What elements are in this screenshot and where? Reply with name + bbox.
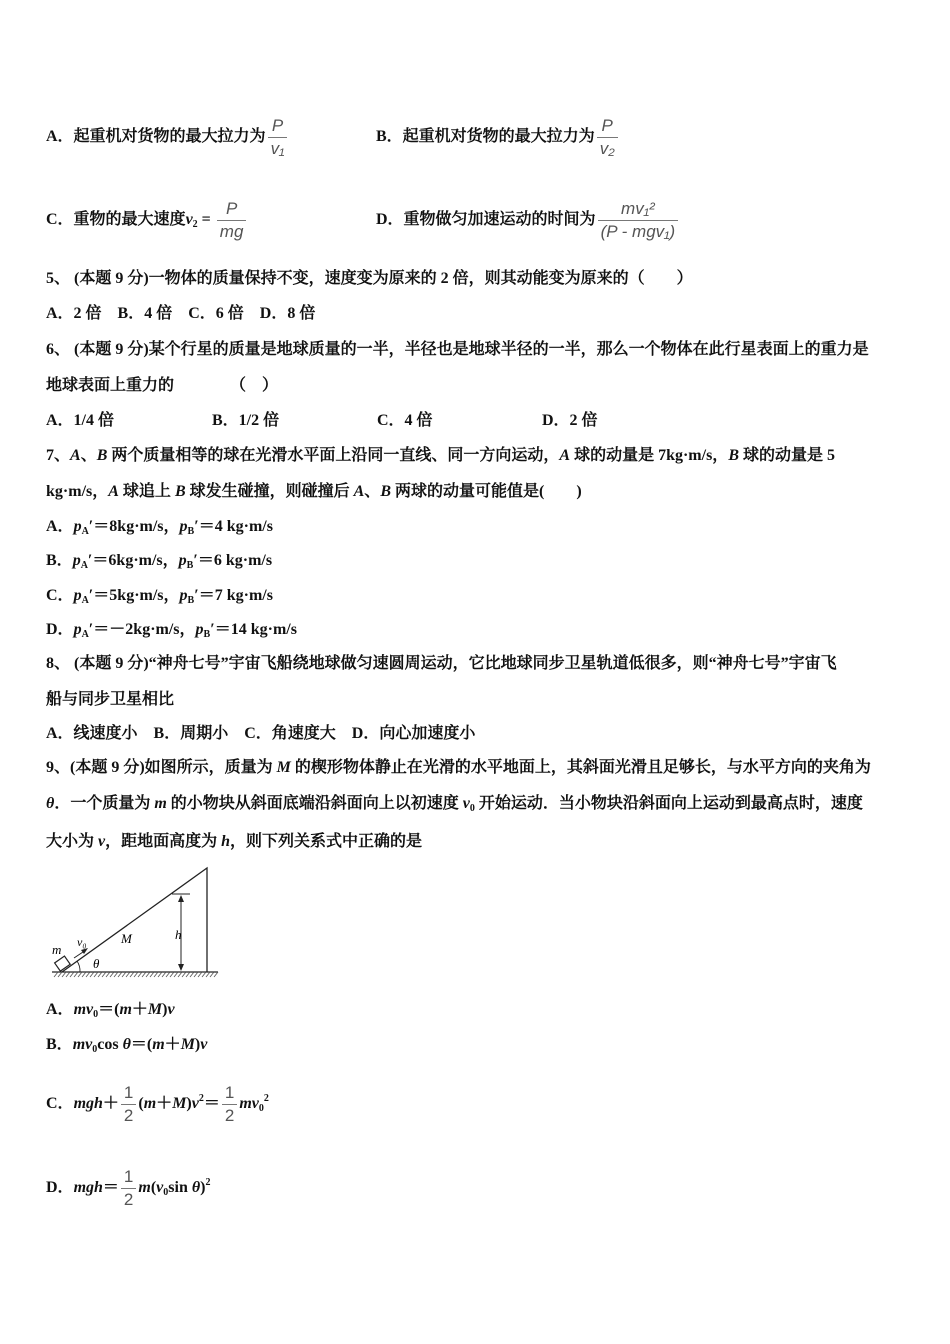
hatch-mark [90, 972, 94, 977]
text: ＝( [130, 1036, 153, 1053]
option-text [377, 411, 433, 431]
math-variable: v [185, 211, 193, 229]
math-variable: p [179, 587, 188, 604]
text: 地球表面上重力的 （ ） [46, 377, 279, 394]
math-variable: p [73, 518, 82, 535]
text: ′＝－2kg·m/s， [88, 621, 196, 638]
text: 球发生碰撞，则碰撞后 [185, 483, 354, 500]
text: ′＝4 kg·m/s [194, 518, 273, 535]
hatch-mark [186, 972, 190, 977]
math-variable: B [96, 447, 108, 464]
text: 的楔形物体静止在光滑的水平地面上，其斜面光滑且足够长，与水平方向的夹角为 [290, 759, 871, 776]
hatch-mark [182, 972, 186, 977]
text: ′＝6kg·m/s， [87, 552, 179, 569]
math-variable: M [276, 759, 291, 776]
math-variable: M [172, 1095, 187, 1113]
text: 开始运动．当小物块沿斜面向上运动到最高点时，速度 [474, 795, 863, 812]
text-line [46, 551, 272, 576]
hatch-mark [142, 972, 146, 977]
text: 5、 (本题 9 分)一物体的质量保持不变，速度变为原来的 2 倍，则其动能变为原来的（ ） [46, 270, 693, 287]
subscript: A [81, 629, 89, 640]
text: C．重物的最大速度 [46, 211, 186, 229]
numerator: 1 [224, 1083, 235, 1102]
hatch-mark [210, 972, 214, 977]
text: 大小为 [46, 833, 99, 850]
text: B． [46, 1036, 73, 1053]
hatch-mark [54, 972, 58, 977]
subscript: A [80, 560, 88, 571]
hatch-mark [174, 972, 178, 977]
text: sin [168, 1179, 192, 1197]
hatch-mark [154, 972, 158, 977]
text: 8、 (本题 9 分)“神舟七号”宇宙飞船绕地球做匀速圆周运动，它比地球同步卫星轨道低很多，则“神舟七号”宇宙飞 [46, 655, 837, 672]
text: 球的动量是 7kg·m/s， [570, 447, 729, 464]
hatch-mark [190, 972, 194, 977]
math-variable: θ [122, 1036, 131, 1053]
math-variable: m [119, 1001, 132, 1018]
denominator: mg [217, 220, 247, 243]
math-variable: p [72, 552, 81, 569]
hatch-mark [94, 972, 98, 977]
text: D．重物做匀加速运动的时间为 [376, 211, 596, 229]
subscript: A [81, 595, 89, 606]
text: = [197, 211, 215, 229]
angle-label: θ [93, 956, 100, 971]
text: cos [97, 1036, 123, 1053]
text: ) [162, 1001, 168, 1018]
text: ＝ [203, 1095, 220, 1113]
text: ．一个质量为 [54, 795, 155, 812]
math-variable: B [174, 483, 186, 500]
text: ，距地面高度为 [105, 833, 222, 850]
hatch-mark [118, 972, 122, 977]
hatch-mark [170, 972, 174, 977]
math-variable: θ [191, 1179, 201, 1197]
hatch-mark [162, 972, 166, 977]
text-line [46, 724, 475, 744]
text: ′＝7 kg·m/s [194, 587, 273, 604]
ground-hatch [54, 972, 218, 977]
text-line [46, 1035, 207, 1060]
hatch-mark [110, 972, 114, 977]
subscript: 0 [92, 1044, 98, 1055]
subscript: B [187, 595, 195, 606]
mass-label: m [52, 942, 62, 957]
hatch-mark [66, 972, 70, 977]
text: 的小物块从斜面底端沿斜面向上以初速度 [166, 795, 463, 812]
hatch-mark [198, 972, 202, 977]
hatch-mark [130, 972, 134, 977]
text: D． [46, 1179, 74, 1197]
superscript: 2 [198, 1093, 204, 1105]
hatch-mark [74, 972, 78, 977]
hatch-mark [138, 972, 142, 977]
text: 6、 (本题 9 分)某个行星的质量是地球质量的一半，半径也是地球半径的一半，那么一个物体在此行星表面上的重力是 [46, 341, 869, 358]
math-variable: A [353, 483, 365, 500]
text: ( [138, 1095, 144, 1113]
math-variable: p [73, 587, 82, 604]
text: ＋ [164, 1036, 181, 1053]
denominator: 2 [222, 1104, 237, 1127]
wedge-diagram [50, 864, 220, 982]
numerator: P [271, 116, 284, 135]
hatch-mark [114, 972, 118, 977]
wedge-label: M [121, 931, 132, 946]
text-line [46, 340, 869, 360]
math-variable: B [728, 447, 739, 464]
text: ) [186, 1095, 192, 1113]
hatch-mark [134, 972, 138, 977]
text: 两个质量相等的球在光滑水平面上沿同一直线、同一方向运动， [107, 447, 560, 464]
text-line [46, 1000, 175, 1025]
text: C． [46, 587, 74, 604]
math-variable: p [179, 518, 188, 535]
fraction [217, 198, 247, 243]
text: ＋ [102, 1095, 119, 1113]
math-variable: mv [239, 1095, 259, 1113]
text-line [46, 586, 273, 611]
text-line [46, 794, 863, 819]
denominator: 2 [121, 1188, 136, 1211]
math-variable: v [200, 1036, 208, 1053]
text: ( [150, 1179, 157, 1197]
fraction [597, 115, 618, 160]
math-variable: A [108, 483, 119, 500]
hatch-mark [62, 972, 66, 977]
text-line [46, 376, 278, 396]
math-variable: mgh [73, 1095, 103, 1113]
text-line [46, 758, 871, 778]
text: A．线速度小 B．周期小 C．角速度大 D．向心加速度小 [46, 725, 476, 742]
arrow-down-icon [178, 964, 184, 971]
subscript: 0 [93, 1009, 99, 1020]
hatch-mark [178, 972, 182, 977]
hatch-mark [150, 972, 154, 977]
hatch-mark [166, 972, 170, 977]
text-line [46, 115, 289, 160]
text: ＋ [131, 1001, 148, 1018]
hatch-mark [86, 972, 90, 977]
velocity-label: v₀ [77, 935, 87, 949]
text-line [46, 446, 835, 466]
text: ＋ [156, 1095, 173, 1113]
text: ′＝6 kg·m/s [193, 552, 273, 569]
wedge-outline [62, 868, 207, 972]
hatch-mark [194, 972, 198, 977]
text: D． [46, 621, 74, 638]
text-line [46, 832, 422, 852]
math-variable: m [154, 795, 167, 812]
angle-arc [77, 961, 80, 972]
text: A．起重机对货物的最大拉力为 [46, 128, 266, 146]
text-line [46, 690, 174, 710]
hatch-mark [214, 972, 218, 977]
math-variable: p [178, 552, 187, 569]
hatch-mark [146, 972, 150, 977]
text: ′＝5kg·m/s， [88, 587, 180, 604]
text: 船与同步卫星相比 [46, 691, 175, 708]
text: C． [46, 1095, 74, 1113]
text-line [46, 1082, 269, 1127]
subscript: 2 [192, 219, 198, 231]
hatch-mark [158, 972, 162, 977]
text: 球追上 [118, 483, 175, 500]
text: kg·m/s， [46, 483, 109, 500]
math-variable: v [156, 1179, 164, 1197]
text: A． [46, 1001, 74, 1018]
text-line [46, 654, 837, 674]
option-text [542, 411, 598, 431]
numerator: mv₁² [621, 199, 655, 218]
denominator: 2 [121, 1104, 136, 1127]
hatch-mark [78, 972, 82, 977]
subscript: 0 [163, 1187, 169, 1199]
hatch-mark [102, 972, 106, 977]
math-variable: mv [72, 1036, 93, 1053]
superscript: 2 [205, 1177, 211, 1189]
math-variable: M [180, 1036, 195, 1053]
text: ，则下列关系式中正确的是 [230, 833, 423, 850]
math-variable: mgh [73, 1179, 103, 1197]
denominator: v₁ [268, 137, 288, 160]
hatch-mark [98, 972, 102, 977]
math-variable: m [143, 1095, 157, 1113]
text: 、 [364, 483, 381, 500]
text-line [46, 411, 114, 431]
text: B． [46, 552, 73, 569]
numerator: P [225, 199, 238, 218]
text-line [46, 482, 582, 502]
text: ′＝8kg·m/s， [88, 518, 180, 535]
hatch-mark [126, 972, 130, 977]
hatch-mark [202, 972, 206, 977]
math-variable: mv [73, 1001, 94, 1018]
fraction [268, 115, 288, 160]
text: D．2 倍 [542, 412, 598, 429]
math-variable: p [195, 621, 204, 638]
math-variable: B [380, 483, 391, 500]
numerator: 1 [123, 1167, 134, 1186]
fraction [121, 1082, 136, 1127]
denominator: v₂ [597, 137, 618, 160]
fraction [222, 1082, 237, 1127]
math-variable: A [559, 447, 571, 464]
option-text [212, 411, 279, 431]
text-line [46, 620, 297, 645]
block-m [55, 956, 71, 971]
option-text [376, 198, 680, 243]
text-line [46, 269, 693, 289]
text: A．2 倍 B．4 倍 C．6 倍 D．8 倍 [46, 305, 316, 322]
numerator: P [601, 116, 613, 135]
text: ＝( [98, 1001, 120, 1018]
math-variable: v [191, 1095, 199, 1113]
math-variable: m [138, 1179, 151, 1197]
subscript: B [203, 629, 211, 640]
text: 9、(本题 9 分)如图所示，质量为 [46, 759, 277, 776]
text: ′＝14 kg·m/s [210, 621, 297, 638]
math-variable: v [98, 833, 106, 850]
subscript: B [187, 526, 195, 537]
text: A． [46, 518, 74, 535]
text: 球的动量是 5 [738, 447, 835, 464]
text-line [46, 517, 273, 542]
text: B．起重机对货物的最大拉力为 [376, 128, 595, 146]
math-variable: m [152, 1036, 165, 1053]
denominator: (P - mgv₁) [598, 220, 679, 243]
text: 7、 [46, 447, 71, 464]
text: C．4 倍 [377, 412, 433, 429]
text-line [46, 1166, 211, 1211]
math-variable: p [73, 621, 82, 638]
math-variable: A [70, 447, 81, 464]
text: ) [194, 1036, 201, 1053]
option-text [376, 115, 620, 160]
hatch-mark [206, 972, 210, 977]
hatch-mark [58, 972, 62, 977]
text: 、 [80, 447, 97, 464]
hatch-mark [82, 972, 86, 977]
math-variable: θ [46, 795, 55, 812]
math-variable: v [167, 1001, 175, 1018]
fraction [121, 1166, 136, 1211]
math-variable: h [221, 833, 231, 850]
text: ＝ [102, 1179, 119, 1197]
subscript: A [81, 526, 89, 537]
hatch-mark [122, 972, 126, 977]
text-line [46, 198, 248, 243]
math-variable: M [147, 1001, 163, 1018]
text: ) [200, 1179, 206, 1197]
subscript: B [186, 560, 194, 571]
hatch-mark [70, 972, 74, 977]
fraction [598, 198, 679, 243]
arrow-up-icon [178, 895, 184, 902]
math-variable: v [462, 795, 470, 812]
text: 两球的动量可能值是( ) [390, 483, 582, 500]
hatch-mark [106, 972, 110, 977]
superscript: 2 [263, 1093, 269, 1105]
subscript: 0 [469, 803, 475, 814]
numerator: 1 [123, 1083, 134, 1102]
text: A．1/4 倍 [46, 412, 115, 429]
height-label: h [175, 927, 182, 942]
subscript: 0 [258, 1103, 264, 1115]
text: B．1/2 倍 [212, 412, 280, 429]
text-line [46, 304, 315, 324]
